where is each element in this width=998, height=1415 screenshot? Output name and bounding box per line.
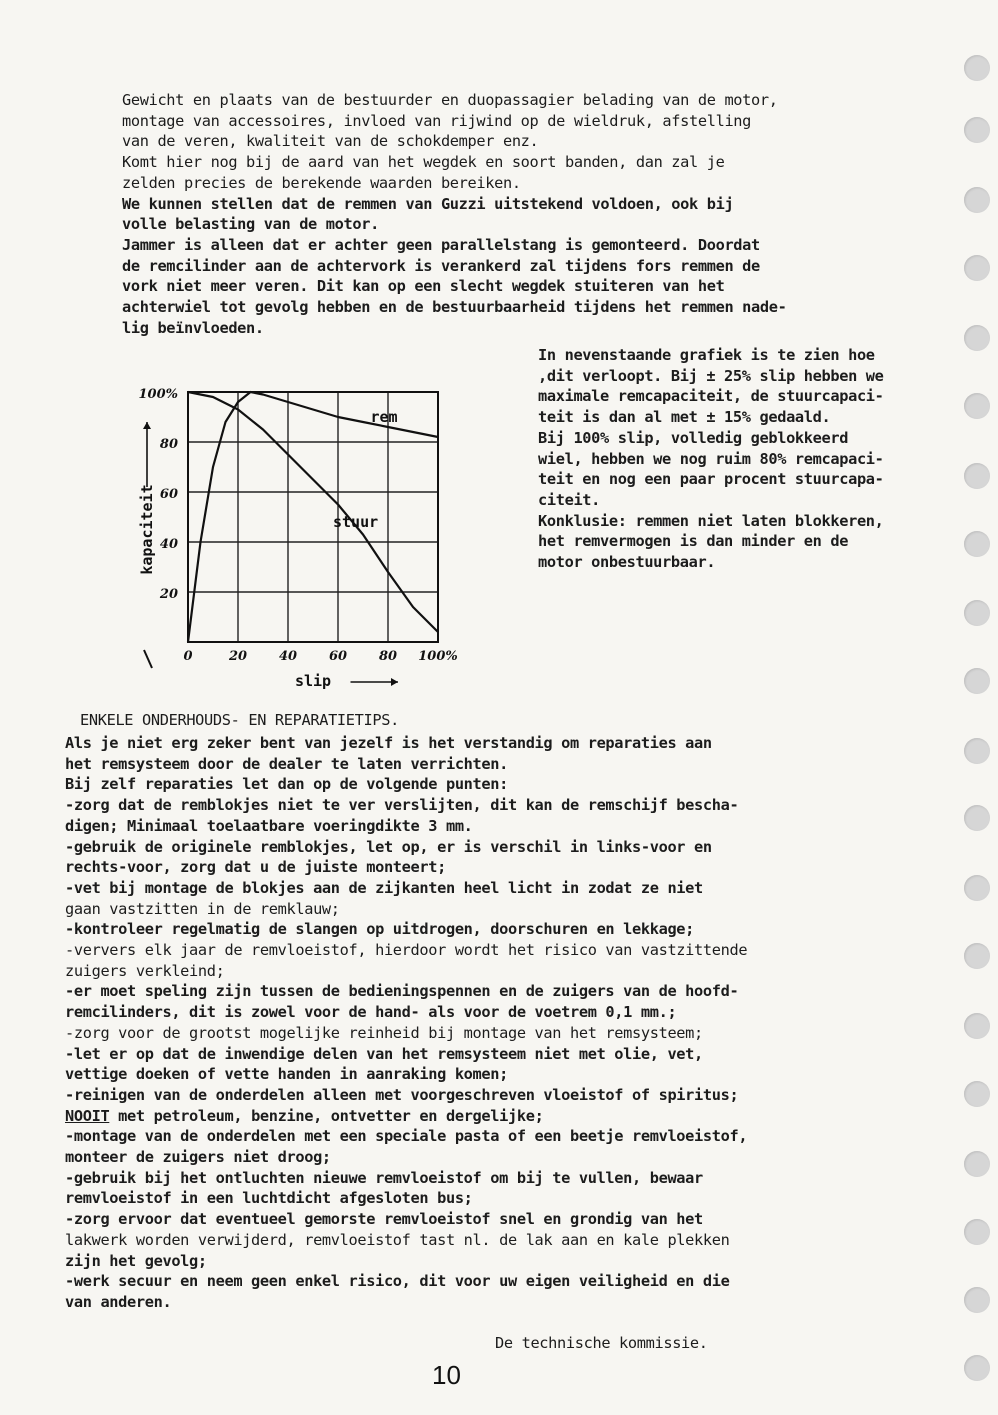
explanation-line: citeit.	[538, 490, 884, 511]
origin-mark	[144, 650, 152, 668]
x-tick-label: 40	[279, 649, 297, 664]
intro-line: Gewicht en plaats van de bestuurder en duopassagier belading van de motor,	[122, 90, 786, 111]
y-tick-label: 20	[159, 587, 178, 602]
tip-line: remcilinders, dit is zowel voor de hand- als voor de voetrem 0,1 mm.;	[65, 1002, 747, 1023]
series-label-stuur: stuur	[333, 513, 378, 531]
tip-line: zijn het gevolg;	[65, 1251, 747, 1272]
y-axis-label: kapaciteit	[138, 484, 156, 574]
binder-hole	[964, 1219, 990, 1245]
y-tick-label: 40	[160, 537, 178, 552]
chart-explanation	[538, 345, 884, 573]
tip-line: -vet bij montage de blokjes aan de zijkanten heel licht in zodat ze niet	[65, 878, 747, 899]
tip-line: -let er op dat de inwendige delen van het remsysteem niet met olie, vet,	[65, 1044, 747, 1065]
explanation-line: Bij 100% slip, volledig geblokkeerd	[538, 428, 884, 449]
tip-line: -er moet speling zijn tussen de bedieningspennen en de zuigers van de hoofd-	[65, 981, 747, 1002]
x-tick-label: 80	[379, 649, 397, 664]
tip-line: zuigers verkleind;	[65, 961, 747, 982]
intro-line: lig beïnvloeden.	[122, 318, 786, 339]
tip-line: lakwerk worden verwijderd, remvloeistof tast nl. de lak aan en kale plekken	[65, 1230, 747, 1251]
binder-hole	[964, 255, 990, 281]
y-axis-arrowhead	[143, 422, 151, 429]
intro-line: achterwiel tot gevolg hebben en de bestuurbaarheid tijdens het remmen nade-	[122, 297, 786, 318]
tip-line: het remsysteem door de dealer te laten verrichten.	[65, 754, 747, 775]
x-tick-label: 100%	[418, 649, 458, 664]
binder-hole	[964, 1151, 990, 1177]
intro-paragraph	[122, 90, 786, 338]
explanation-line: maximale remcapaciteit, de stuurcapaci-	[538, 386, 884, 407]
intro-line: zelden precies de berekende waarden bereiken.	[122, 173, 786, 194]
explanation-line: teit en nog een paar procent stuurcapa-	[538, 469, 884, 490]
x-axis-arrowhead	[391, 678, 398, 686]
tip-line: digen; Minimaal toelaatbare voeringdikte 3 mm.	[65, 816, 747, 837]
intro-line: de remcilinder aan de achtervork is verankerd zal tijdens fors remmen de	[122, 256, 786, 277]
y-tick-label: 80	[160, 437, 178, 452]
explanation-line: het remvermogen is dan minder en de	[538, 531, 884, 552]
tip-line: -kontroleer regelmatig de slangen op uitdrogen, doorschuren en lekkage;	[65, 919, 747, 940]
intro-line: van de veren, kwaliteit van de schokdemper enz.	[122, 131, 786, 152]
intro-line: Komt hier nog bij de aard van het wegdek en soort banden, dan zal je	[122, 152, 786, 173]
tip-line: monteer de zuigers niet droog;	[65, 1147, 747, 1168]
binder-hole	[964, 875, 990, 901]
tip-line: -zorg voor de grootst mogelijke reinheid bij montage van het remsysteem;	[65, 1023, 747, 1044]
tip-line: remvloeistof in een luchtdicht afgesloten bus;	[65, 1188, 747, 1209]
binder-holes	[958, 55, 998, 1415]
y-tick-label: 100%	[139, 387, 179, 402]
tip-line: gaan vastzitten in de remklauw;	[65, 899, 747, 920]
explanation-line: Konklusie: remmen niet laten blokkeren,	[538, 511, 884, 532]
binder-hole	[964, 325, 990, 351]
intro-line: volle belasting van de motor.	[122, 214, 786, 235]
x-tick-label: 0	[183, 649, 192, 664]
tip-line: -zorg dat de remblokjes niet te ver verslijten, dit kan de remschijf bescha-	[65, 795, 747, 816]
binder-hole	[964, 1081, 990, 1107]
tip-line: -gebruik de originele remblokjes, let op, er is verschil in links-voor en	[65, 837, 747, 858]
x-axis-label: slip	[295, 672, 331, 690]
series-line-rem	[188, 392, 438, 642]
binder-hole	[964, 738, 990, 764]
chart-svg	[108, 372, 448, 702]
tip-line: -werk secuur en neem geen enkel risico, dit voor uw eigen veiligheid en die	[65, 1271, 747, 1292]
binder-hole	[964, 55, 990, 81]
emphasis-word: NOOIT	[65, 1107, 109, 1125]
tip-text: met petroleum, benzine, ontvetter en dergelijke;	[109, 1107, 543, 1125]
binder-hole	[964, 1355, 990, 1381]
binder-hole	[964, 600, 990, 626]
binder-hole	[964, 943, 990, 969]
binder-hole	[964, 1013, 990, 1039]
explanation-line: teit is dan al met ± 15% gedaald.	[538, 407, 884, 428]
tip-line: Bij zelf reparaties let dan op de volgende punten:	[65, 774, 747, 795]
signature: De technische kommissie.	[495, 1333, 708, 1354]
tip-line: Als je niet erg zeker bent van jezelf is het verstandig om reparaties aan	[65, 733, 747, 754]
section-title: ENKELE ONDERHOUDS- EN REPARATIETIPS.	[80, 710, 399, 731]
explanation-line: In nevenstaande grafiek is te zien hoe	[538, 345, 884, 366]
explanation-line: ,dit verloopt. Bij ± 25% slip hebben we	[538, 366, 884, 387]
binder-hole	[964, 187, 990, 213]
series-line-stuur	[188, 392, 438, 632]
binder-hole	[964, 393, 990, 419]
explanation-line: motor onbestuurbaar.	[538, 552, 884, 573]
tip-line: -montage van de onderdelen met een speciale pasta of een beetje remvloeistof,	[65, 1126, 747, 1147]
tip-line: -gebruik bij het ontluchten nieuwe remvloeistof om bij te vullen, bewaar	[65, 1168, 747, 1189]
tip-line: -zorg ervoor dat eventueel gemorste remvloeistof snel en grondig van het	[65, 1209, 747, 1230]
page-number: 10	[432, 1360, 461, 1391]
brake-slip-chart	[108, 372, 448, 702]
binder-hole	[964, 463, 990, 489]
intro-line: montage van accessoires, invloed van rijwind op de wieldruk, afstelling	[122, 111, 786, 132]
tips-list	[65, 733, 747, 1313]
x-tick-label: 20	[228, 649, 247, 664]
tip-line: van anderen.	[65, 1292, 747, 1313]
x-tick-label: 60	[329, 649, 347, 664]
intro-line: Jammer is alleen dat er achter geen parallelstang is gemonteerd. Doordat	[122, 235, 786, 256]
binder-hole	[964, 668, 990, 694]
intro-line: vork niet meer veren. Dit kan op een slecht wegdek stuiteren van het	[122, 276, 786, 297]
binder-hole	[964, 531, 990, 557]
tip-line: rechts-voor, zorg dat u de juiste monteert;	[65, 857, 747, 878]
tip-line: -reinigen van de onderdelen alleen met voorgeschreven vloeistof of spiritus;	[65, 1085, 747, 1106]
y-tick-label: 60	[160, 487, 178, 502]
binder-hole	[964, 117, 990, 143]
series-label-rem: rem	[371, 408, 398, 426]
tip-line	[65, 1106, 747, 1127]
tip-line: vettige doeken of vette handen in aanraking komen;	[65, 1064, 747, 1085]
binder-hole	[964, 805, 990, 831]
tip-line: -ververs elk jaar de remvloeistof, hierdoor wordt het risico van vastzittende	[65, 940, 747, 961]
intro-line: We kunnen stellen dat de remmen van Guzzi uitstekend voldoen, ook bij	[122, 194, 786, 215]
binder-hole	[964, 1287, 990, 1313]
explanation-line: wiel, hebben we nog ruim 80% remcapaci-	[538, 449, 884, 470]
